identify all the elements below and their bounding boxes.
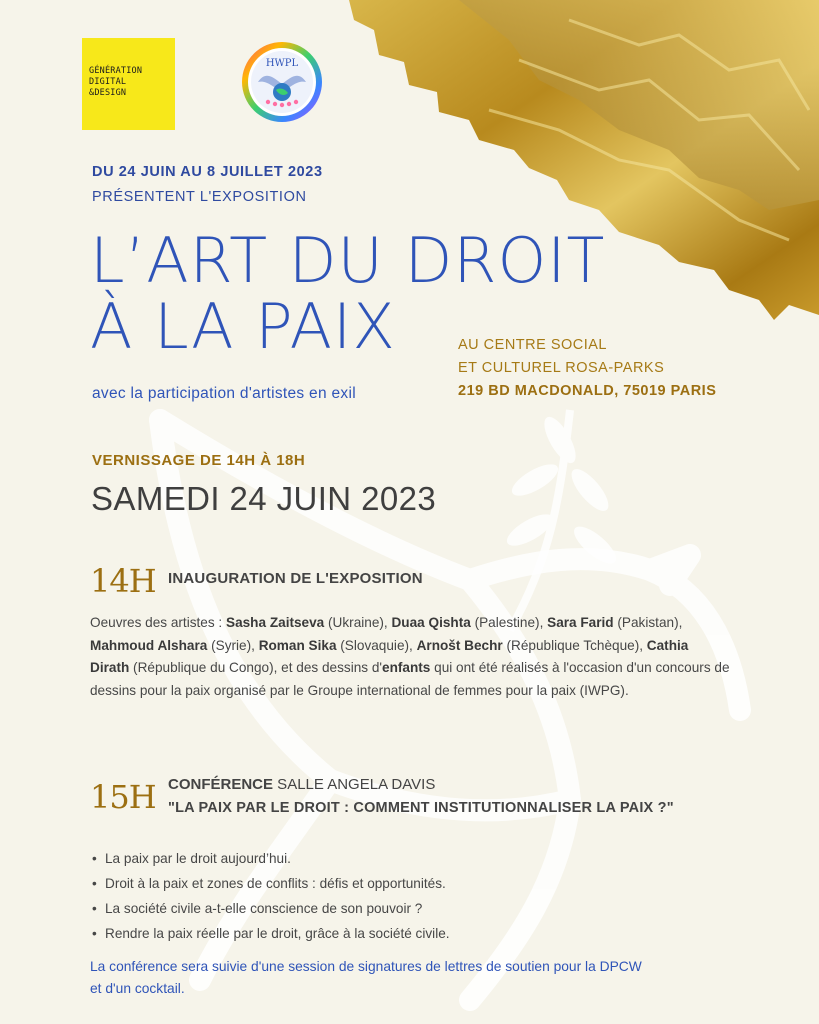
- vernissage-date: SAMEDI 24 JUIN 2023: [91, 480, 437, 517]
- artist-name: Mahmoud Alshara: [90, 637, 208, 653]
- hwpl-logo: [240, 40, 324, 124]
- session-2-time: 15H: [90, 778, 156, 816]
- list-item: • La société civile a-t-elle conscience de son pouvoir ?: [92, 896, 450, 921]
- venue-address: 219 BD MACDONALD, 75019 PARIS: [458, 383, 717, 399]
- venue-info: [458, 334, 716, 403]
- session-2-title: "LA PAIX PAR LE DROIT : COMMENT INSTITUTIONNALISER LA PAIX ?": [168, 800, 674, 816]
- artist-name: Duaa Qishta: [391, 615, 471, 630]
- list-item: • Rendre la paix réelle par le droit, grâce à la société civile.: [92, 921, 450, 946]
- list-item: • La paix par le droit aujourd’hui.: [92, 846, 450, 871]
- footer-line-1: La conférence sera suivie d'une session de signatures de lettres de soutien pour la DPCW: [90, 959, 642, 974]
- logo-line-3: &DESIGN: [89, 88, 127, 98]
- title-line-1: L’ART DU DROIT: [90, 224, 606, 297]
- session-1-time: 14H: [90, 562, 156, 600]
- exhibition-subtitle: avec la participation d'artistes en exil: [92, 385, 356, 402]
- children-label: enfants: [382, 660, 431, 675]
- list-item: • Droit à la paix et zones de conflits : défis et opportunités.: [92, 871, 450, 896]
- artist-name: Roman Sika: [258, 637, 337, 653]
- footer-line-2: et d'un cocktail.: [90, 981, 185, 996]
- conference-topics-list: [92, 846, 450, 946]
- logo-line-2: DIGITAL: [89, 77, 127, 87]
- artist-name: Sasha Zaitseva: [226, 615, 325, 630]
- vernissage-label: VERNISSAGE DE 14H À 18H: [92, 452, 306, 469]
- session-1-title: INAUGURATION DE L'EXPOSITION: [168, 570, 423, 587]
- artist-name: Cathia Dirath: [90, 637, 689, 675]
- artist-name: Sara Farid: [547, 615, 614, 630]
- logo-line-1: GÉNÉRATION: [89, 66, 143, 76]
- exhibition-dates: DU 24 JUIN AU 8 JUILLET 2023: [92, 164, 323, 180]
- title-line-2: À LA PAIX: [90, 290, 396, 363]
- session-1-description: Oeuvres des artistes : Sasha Zaitseva (Ukraine), Duaa Qishta (Palestine), Sara Farid (Pakistan), Mahmoud Alshara (Syrie), Roman Sika (Slovaquie), Arnošt Bechr (République Tchèque), Cathia Dirath (République du Congo), et des dessins d'enfants qui ont été réalisés à l'occasion d'un concours de dessins pour la paix organisé par le Groupe international de femmes pour la paix (IWPG).: [90, 615, 730, 698]
- session-2-label: CONFÉRENCE SALLE ANGELA DAVIS: [168, 776, 436, 793]
- generation-digital-design-logo: [82, 38, 175, 130]
- venue-line-1: AU CENTRE SOCIAL: [458, 337, 607, 353]
- presentent-text: PRÉSENTENT L'EXPOSITION: [92, 189, 307, 205]
- artist-name: Arnošt Bechr: [416, 637, 503, 653]
- footer-note: [90, 956, 730, 1000]
- venue-line-2: ET CULTUREL ROSA-PARKS: [458, 360, 665, 376]
- svg-text:HWPL: HWPL: [265, 58, 299, 69]
